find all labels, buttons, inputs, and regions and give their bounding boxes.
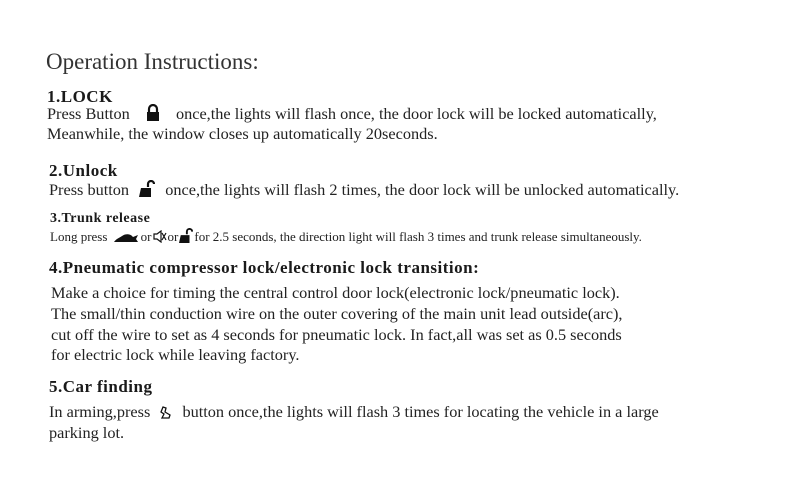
section-trunk-heading: 3.Trunk release bbox=[50, 211, 151, 226]
lock-icon bbox=[146, 104, 160, 124]
lock-line-1 bbox=[47, 104, 657, 124]
unlock-line-1 bbox=[49, 180, 679, 200]
pneumatic-line-2: The small/thin conduction wire on the outer covering of the main unit lead outside(arc), bbox=[51, 304, 623, 323]
trunk-line-1 bbox=[50, 228, 642, 245]
car-finding-line-1 bbox=[49, 404, 659, 422]
lock-text-pre: Press Button bbox=[47, 104, 130, 123]
unlock-text-post: once,the lights will flash 2 times, the door lock will be unlocked automatically. bbox=[165, 180, 680, 199]
unlock-icon bbox=[179, 228, 193, 245]
section-car-finding-heading: 5.Car finding bbox=[49, 377, 153, 396]
trunk-text-post: for 2.5 seconds, the direction light will flash 3 times and trunk release simultaneously. bbox=[194, 229, 642, 244]
page-title: Operation Instructions: bbox=[46, 49, 259, 74]
car-finding-text-post: button once,the lights will flash 3 times for locating the vehicle in a large bbox=[182, 402, 659, 421]
lock-line-2: Meanwhile, the window closes up automatically 20seconds. bbox=[47, 124, 438, 143]
horn-icon bbox=[160, 406, 172, 422]
section-pneumatic-heading: 4.Pneumatic compressor lock/electronic lock transition: bbox=[49, 258, 480, 277]
pneumatic-line-4: for electric lock while leaving factory. bbox=[51, 345, 300, 364]
section-lock-heading: 1.LOCK bbox=[47, 87, 113, 106]
trunk-or-2: or bbox=[167, 229, 179, 244]
pneumatic-line-3: cut off the wire to set as 4 seconds for pneumatic lock. In fact,all was set as 0.5 seconds bbox=[51, 325, 622, 344]
lock-text-post: once,the lights will flash once, the door lock will be locked automatically, bbox=[175, 104, 657, 123]
unlock-text-pre: Press button bbox=[49, 180, 130, 199]
trunk-text-pre: Long press bbox=[50, 229, 108, 244]
car-icon bbox=[114, 232, 138, 245]
pneumatic-line-1: Make a choice for timing the central control door lock(electronic lock/pneumatic lock). bbox=[51, 283, 620, 302]
car-finding-line-2: parking lot. bbox=[49, 423, 125, 442]
trunk-or-1: or bbox=[140, 229, 152, 244]
mute-icon bbox=[153, 230, 167, 245]
unlock-icon bbox=[139, 180, 155, 200]
car-finding-text-pre: In arming,press bbox=[49, 402, 151, 421]
section-unlock-heading: 2.Unlock bbox=[49, 161, 118, 180]
